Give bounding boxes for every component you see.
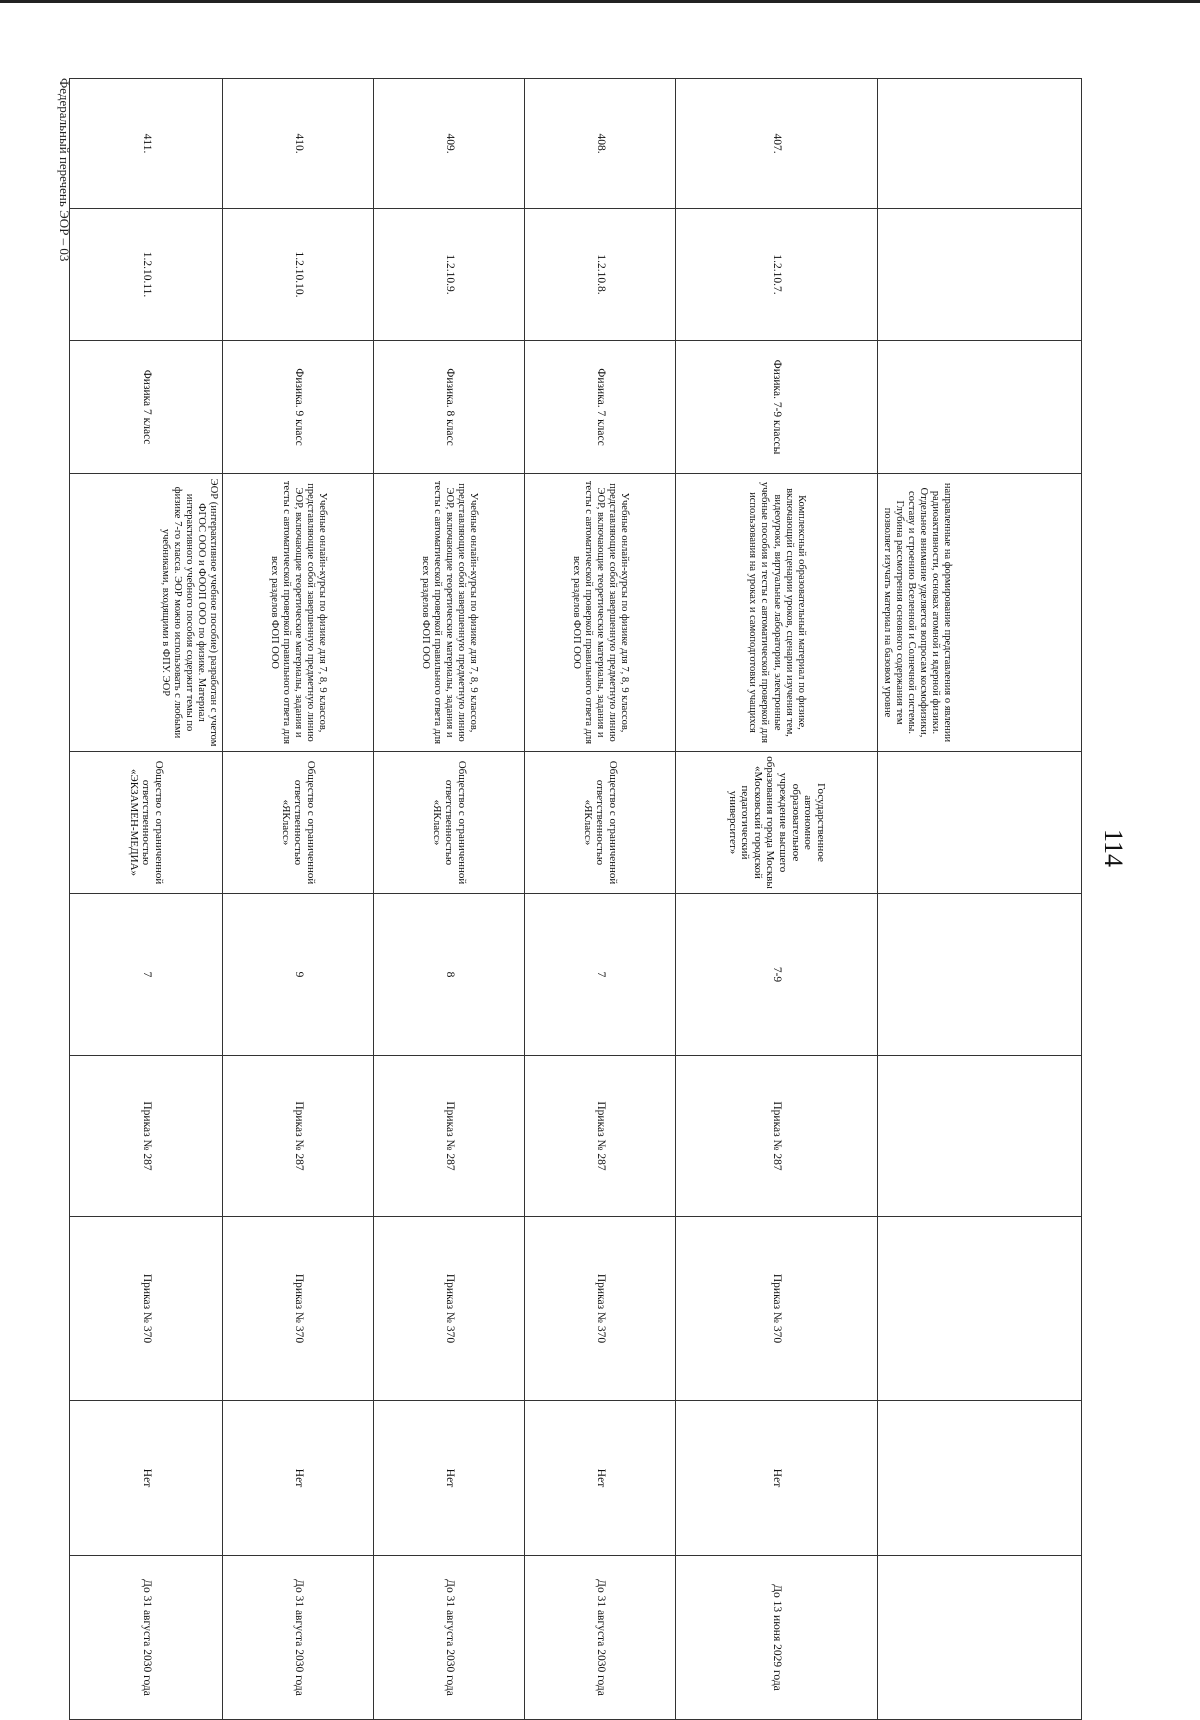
cell-valid-until: До 31 августа 2030 года: [70, 1556, 223, 1720]
table-row: [223, 79, 374, 1720]
cell-code: 1.2.10.9.: [374, 209, 525, 341]
cell-order-370: Приказ № 370: [676, 1217, 878, 1401]
cell-order-370: Приказ № 370: [525, 1217, 676, 1401]
cell-description: направленные на формирование представления о явлении радиоактивности, основах атомной и ядерной физики. Отдельное внимание уделяется вопросам космофизики, составу и строению Вселенной и Солнечной системы. Глубина рассмотрения основного содержания тем позволяет изучать материал на базовом уровне: [878, 474, 1082, 752]
cell-order-370: Приказ № 370: [223, 1217, 374, 1401]
cell-code: 1.2.10.11.: [70, 209, 223, 341]
cell-organization: Общество с ограниченной ответственностью «ЯКласс»: [223, 752, 374, 894]
cell-number: 407.: [676, 79, 878, 209]
cell-subject: Физика. 7-9 классы: [676, 341, 878, 474]
eor-table: [69, 78, 1082, 1720]
cell-code: 1.2.10.8.: [525, 209, 676, 341]
cell-order-287: [878, 1056, 1082, 1217]
cell-flag: [878, 1401, 1082, 1556]
cell-grade: 7: [525, 894, 676, 1056]
table-row: [70, 79, 223, 1720]
cell-description: Учебные онлайн-курсы по физике для 7, 8, 9 классов, представляющие собой завершенную предметную линию ЭОР, включающие теоретические материалы, задания и тесты с автоматической проверкой правильного ответа для всех разделов ФОП ООО: [374, 474, 525, 752]
cell-organization: Общество с ограниченной ответственностью «ЭКЗАМЕН-МЕДИА»: [70, 752, 223, 894]
cell-grade: 7-9: [676, 894, 878, 1056]
cell-subject: Физика. 7 класс: [525, 341, 676, 474]
cell-flag: Нет: [676, 1401, 878, 1556]
cell-code: 1.2.10.10.: [223, 209, 374, 341]
cell-number: 408.: [525, 79, 676, 209]
cell-order-287: Приказ № 287: [374, 1056, 525, 1217]
cell-organization: Государственное автономное образовательное учреждение высшего образования города Москвы «Московский городской педагогический университет»: [676, 752, 878, 894]
cell-order-370: Приказ № 370: [374, 1217, 525, 1401]
cell-organization: Общество с ограниченной ответственностью «ЯКласс»: [374, 752, 525, 894]
cell-valid-until: До 31 августа 2030 года: [525, 1556, 676, 1720]
cell-number: 409.: [374, 79, 525, 209]
cell-valid-until: До 31 августа 2030 года: [374, 1556, 525, 1720]
cell-description: Учебные онлайн-курсы по физике для 7, 8, 9 классов, представляющие собой завершенную предметную линию ЭОР, включающие теоретические материалы, задания и тесты с автоматической проверкой правильного ответа для всех разделов ФОП ООО: [223, 474, 374, 752]
cell-valid-until: До 31 августа 2030 года: [223, 1556, 374, 1720]
table-row: [374, 79, 525, 1720]
cell-description: ЭОР (интерактивное учебное пособие) разработан с учетом ФГОС ООО и ФООП ООО по физике. Материал интерактивного учебного пособия содержит темы по физике 7-го класса. ЭОР можно использовать с любыми учебниками, входящими в ФПУ. ЭОР: [70, 474, 223, 752]
cell-valid-until: До 13 июня 2029 года: [676, 1556, 878, 1720]
cell-order-287: Приказ № 287: [676, 1056, 878, 1217]
cell-order-287: Приказ № 287: [70, 1056, 223, 1217]
cell-number: 411.: [70, 79, 223, 209]
cell-valid-until: [878, 1556, 1082, 1720]
cell-subject: Физика. 9 класс: [223, 341, 374, 474]
cell-subject: Физика 7 класс: [70, 341, 223, 474]
cell-flag: Нет: [70, 1401, 223, 1556]
table-row: [525, 79, 676, 1720]
cell-organization: [878, 752, 1082, 894]
page-number: 114: [1099, 828, 1128, 868]
cell-code: [878, 209, 1082, 341]
cell-grade: 7: [70, 894, 223, 1056]
cell-description: Комплексный образовательный материал по физике, включающий сценарии уроков, сценарии изучения тем, видеоуроки, виртуальные лаборатории, электронные учебные пособия и тесты с автоматической проверкой для использования на уроках и самоподготовки учащихся: [676, 474, 878, 752]
cell-subject: [878, 341, 1082, 474]
table-row: [878, 79, 1082, 1720]
cell-flag: Нет: [223, 1401, 374, 1556]
cell-code: 1.2.10.7.: [676, 209, 878, 341]
cell-order-287: Приказ № 287: [525, 1056, 676, 1217]
cell-flag: Нет: [525, 1401, 676, 1556]
table-row: [676, 79, 878, 1720]
cell-order-287: Приказ № 287: [223, 1056, 374, 1217]
cell-order-370: [878, 1217, 1082, 1401]
cell-subject: Физика. 8 класс: [374, 341, 525, 474]
footer-text: Федеральный перечень ЭОР – 03: [57, 78, 72, 262]
cell-grade: 8: [374, 894, 525, 1056]
cell-number: 410.: [223, 79, 374, 209]
cell-description: Учебные онлайн-курсы по физике для 7, 8, 9 классов, представляющие собой завершенную предметную линию ЭОР, включающие теоретические материалы, задания и тесты с автоматической проверкой правильного ответа для всех разделов ФОП ООО: [525, 474, 676, 752]
cell-flag: Нет: [374, 1401, 525, 1556]
cell-grade: [878, 894, 1082, 1056]
cell-organization: Общество с ограниченной ответственностью «ЯКласс»: [525, 752, 676, 894]
cell-number: [878, 79, 1082, 209]
cell-grade: 9: [223, 894, 374, 1056]
cell-order-370: Приказ № 370: [70, 1217, 223, 1401]
